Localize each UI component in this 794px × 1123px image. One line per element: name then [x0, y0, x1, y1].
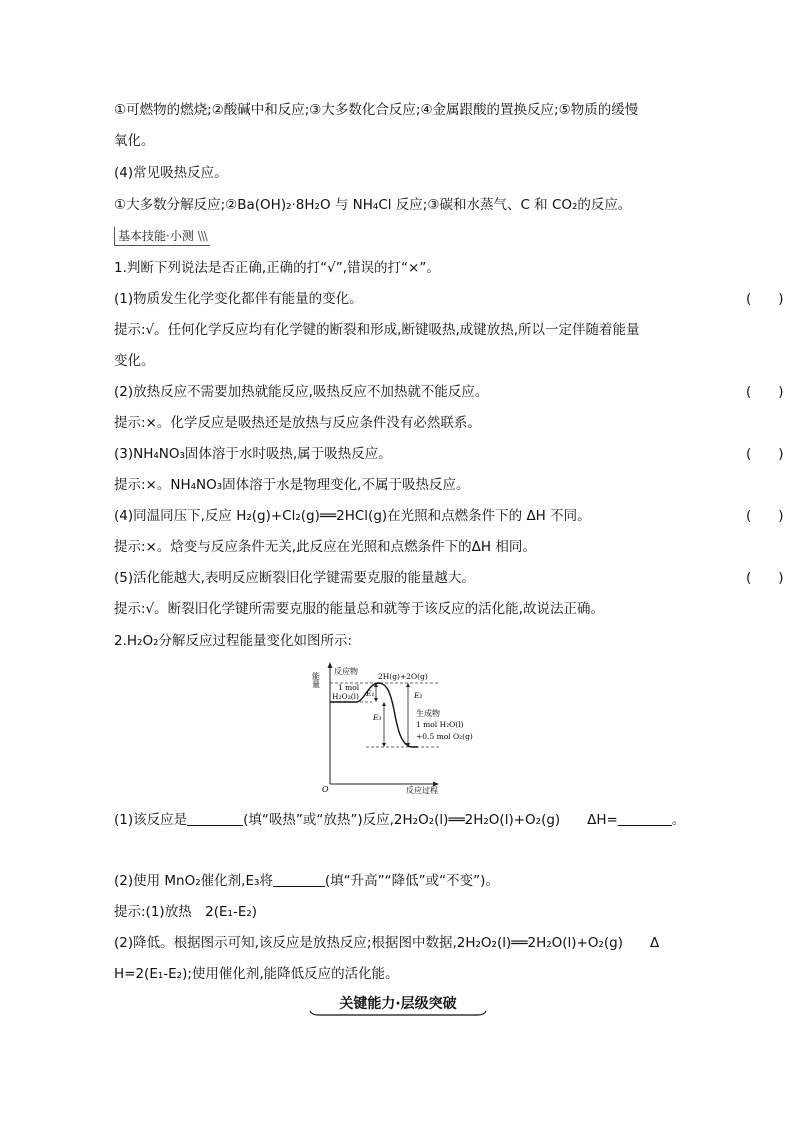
subquestion-1-part-c: 。: [671, 812, 686, 828]
answer-hint-2: (2)降低。根据图示可知,该反应是放热反应;根据图中数据,2H₂O₂(l)══2H₂O(l)+O₂(g) Δ: [114, 935, 660, 951]
answer-hint-1: 提示:(1)放热 2(E₁-E₂): [114, 904, 258, 920]
item-1-question: (1)物质发生化学变化都伴有能量的变化。: [114, 291, 363, 307]
y-axis-arrow: [328, 662, 333, 668]
answer-blank-5: ( ): [746, 570, 784, 586]
fill-blank-1[interactable]: [187, 811, 243, 826]
y-axis-label: 能量: [311, 672, 321, 688]
reactant-label: 反应物: [334, 667, 358, 676]
item-1-hint-cont: 变化。: [114, 353, 155, 369]
product-o2: +0.5 mol O₂(g): [416, 732, 473, 741]
section-heading-text: 关键能力·层级突破: [339, 996, 457, 1012]
item-3-hint: 提示:×。NH₄NO₃固体溶于水是物理变化,不属于吸热反应。: [114, 477, 470, 493]
section-tag-slashes: \\\: [197, 229, 207, 243]
question-1-stem: 1.判断下列说法是否正确,正确的打“√”,错误的打“×”。: [114, 260, 440, 276]
fill-blank-2[interactable]: [618, 811, 672, 826]
item-4-hint: 提示:×。焓变与反应条件无关,此反应在光照和点燃条件下的ΔH 相同。: [114, 539, 536, 555]
product-amount: 1 mol H₂O(l): [416, 720, 464, 729]
subquestion-2-part-a: (2)使用 MnO₂催化剂,E₃将: [114, 873, 273, 889]
energy-diagram: [306, 660, 473, 796]
item-2-hint: 提示:×。化学反应是吸热还是放热与反应条件没有必然联系。: [114, 415, 481, 431]
subquestion-2-part-b: (填“升高”“降低”或“不变”)。: [324, 873, 499, 889]
e2-label: E₂: [414, 691, 423, 700]
origin-label: O: [322, 785, 329, 794]
answer-blank-4: ( ): [746, 508, 784, 524]
top-state-label: 2H(g)+2O(g): [378, 672, 428, 681]
subquestion-2: [114, 871, 499, 891]
item-5-hint: 提示:√。断裂旧化学键所需要克服的能量总和就等于该反应的活化能,故说法正确。: [114, 601, 604, 617]
item-5-question: (5)活化能越大,表明反应断裂旧化学键需要克服的能量越大。: [114, 570, 475, 586]
x-axis-label: 反应过程: [406, 786, 438, 795]
e1-label: E₁: [366, 689, 375, 698]
item-2-question: (2)放热反应不需要加热就能反应,吸热反应不加热就不能反应。: [114, 384, 489, 400]
paragraph-exothermic-list: ①可燃物的燃烧;②酸碱中和反应;③大多数化合反应;④金属跟酸的置换反应;⑤物质的缓慢: [114, 102, 639, 118]
subquestion-1-part-b: (填“吸热”或“放热”)反应,2H₂O₂(l)══2H₂O(l)+O₂(g) ΔH=: [243, 812, 618, 828]
section-tag: [114, 227, 210, 246]
subquestion-1-part-a: (1)该反应是: [114, 812, 188, 828]
section-heading: [308, 994, 488, 1016]
product-label: 生成物: [416, 709, 440, 718]
section-tag-label: 基本技能·小测: [118, 229, 194, 243]
fill-blank-3[interactable]: [273, 872, 325, 887]
question-2-stem: 2.H₂O₂分解反应过程能量变化如图所示:: [114, 633, 353, 649]
reactant-amount: 1 mol: [338, 683, 360, 692]
answer-blank-3: ( ): [746, 446, 784, 462]
answer-hint-2-cont: H=2(E₁-E₂);使用催化剂,能降低反应的活化能。: [114, 966, 399, 982]
subquestion-1: [114, 810, 685, 830]
paragraph-exothermic-list-cont: 氧化。: [114, 133, 155, 149]
e3-label: E₃: [373, 713, 382, 722]
item-1-hint: 提示:√。任何化学反应均有化学键的断裂和形成,断键吸热,成键放热,所以一定伴随着能量: [114, 322, 640, 338]
item-4-question: (4)同温同压下,反应 H₂(g)+Cl₂(g)══2HCl(g)在光照和点燃条件下的 ΔH 不同。: [114, 508, 591, 524]
paragraph-endothermic-list: ①大多数分解反应;②Ba(OH)₂·8H₂O 与 NH₄Cl 反应;③碳和水蒸气、C 和 CO₂的反应。: [114, 197, 632, 213]
answer-blank-2: ( ): [746, 384, 784, 400]
heading-endothermic: (4)常见吸热反应。: [114, 165, 228, 181]
reactant-formula: H₂O₂(l): [332, 692, 359, 701]
answer-blank-1: ( ): [746, 291, 784, 307]
item-3-question: (3)NH₄NO₃固体溶于水时吸热,属于吸热反应。: [114, 446, 392, 462]
